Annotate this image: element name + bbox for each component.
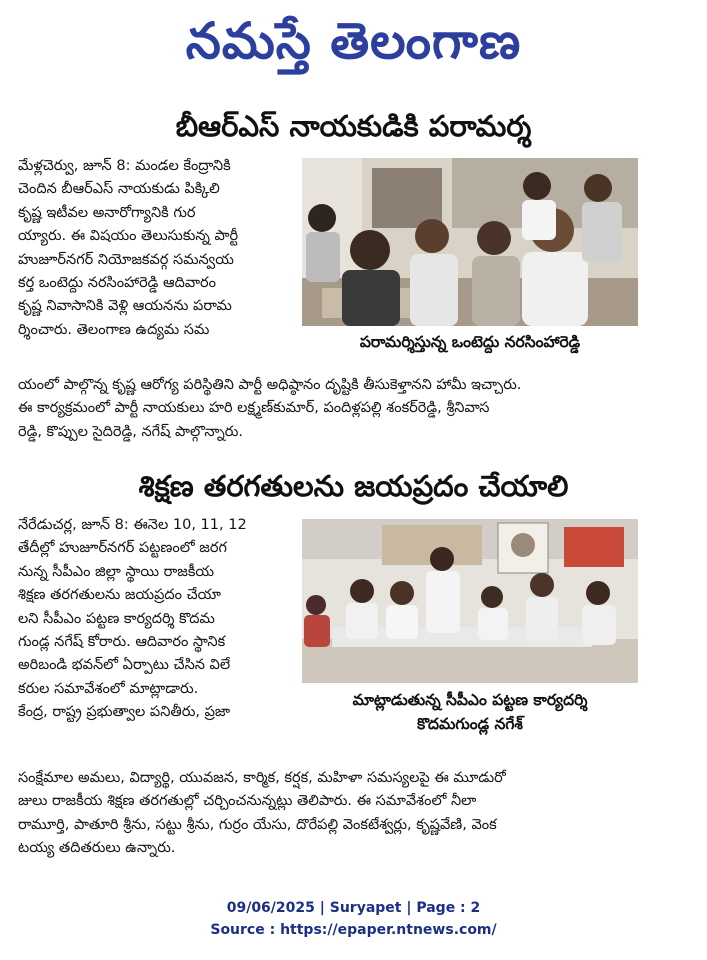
- article1-headline: బీఆర్ఎస్ నాయకుడికి పరామర్శ: [175, 109, 532, 143]
- text-line: కరుల సమావేశంలో మాట్లాడారు.: [18, 680, 199, 697]
- text-line: రెడ్డి, కొప్పుల సైదిరెడ్డి, నగేష్ పాల్గొన్నారు.: [18, 423, 243, 440]
- text-line: ర్శించారు. తెలంగాణ ఉద్యమ సమ: [18, 321, 210, 338]
- article1-full-text: [18, 374, 688, 444]
- text-line: ఈ కార్యక్రమంలో పార్టీ నాయకులు హరి లక్ష్మణ్‌కుమార్, పందిళ్లపల్లి శంకర్‌రెడ్డి, శ్రీనివాస: [18, 400, 490, 417]
- text-line: నున్న సీపీఎం జిల్లా స్థాయి రాజకీయ: [18, 563, 215, 580]
- text-line: టయ్య తదితరులు ఉన్నారు.: [18, 840, 176, 857]
- text-line: లని సీపీఎం పట్టణ కార్యదర్శి కొదమ: [18, 610, 215, 627]
- text-line: తేదీల్లో హుజూర్‌నగర్ పట్టణంలో జరగ: [18, 540, 227, 557]
- text-line: య్యారు. ఈ విషయం తెలుసుకున్న పార్టీ: [18, 228, 239, 245]
- text-line: యంలో పాల్గొన్న కృష్ణ ఆరోగ్య పరిస్థితిని పార్టీ అధిష్ఠానం దృష్టికి తీసుకెళ్తానని హామీ ఇచ్చారు.: [18, 377, 522, 393]
- article1-photo-image: [302, 158, 638, 326]
- masthead-title: నమస్తే తెలంగాణ: [185, 11, 522, 70]
- article1-caption: పరామర్శిస్తున్న ఒంటెద్దు నరసింహారెడ్డి: [359, 333, 581, 351]
- caption-line: మాట్లాడుతున్న సీపీఎం పట్టణ కార్యదర్శి: [352, 691, 588, 709]
- footer-date-line: 09/06/2025 | Suryapet | Page : 2: [226, 900, 481, 916]
- caption-line: కొదమగుండ్ల నగేశ్: [417, 715, 523, 733]
- text-line: సంక్షేమాల అమలు, విద్యార్థి, యువజన, కార్మిక, కర్షక, మహిళా సమస్యలపై ఈ మూడురో: [18, 770, 506, 786]
- article1-photo: [302, 158, 638, 326]
- article2-photo: [302, 519, 638, 683]
- article2-column-text: [18, 514, 308, 725]
- text-line: కృష్ణ నివాసానికి వెళ్లి ఆయనను పరామ: [18, 298, 232, 315]
- text-line: కేంద్ర, రాష్ట్ర ప్రభుత్వాల పనితీరు, ప్రజా: [18, 704, 231, 721]
- text-line: శిక్షణ తరగతులను జయప్రదం చేయా: [18, 587, 221, 604]
- article2-headline: శిక్షణ తరగతులను జయప్రదం చేయాలి: [138, 469, 569, 503]
- text-line: నేరేడుచర్ల, జూన్ 8: ఈనెల 10, 11, 12: [18, 517, 247, 533]
- text-line: హుజూర్‌నగర్ నియోజకవర్గ సమన్వయ: [18, 251, 234, 268]
- text-line: రామూర్తి, పాతూరి శ్రీను, సట్టు శ్రీను, గుర్రం యేసు, దొరేపల్లి వెంకటేశ్వర్లు, కృష్ణవేణి, వెంక: [18, 816, 497, 833]
- text-line: మేళ్లచెర్వు, జూన్ 8: మండల కేంద్రానికి: [18, 158, 231, 174]
- text-line: కృష్ణ ఇటీవల అనారోగ్యానికి గుర: [18, 204, 196, 221]
- article2-photo-image: [302, 519, 638, 683]
- footer-source-line: Source : https://epaper.ntnews.com/: [210, 922, 497, 938]
- article1-column-text: [18, 155, 308, 342]
- text-line: గుండ్ల నగేష్ కోరారు. ఆదివారం స్థానిక: [18, 634, 226, 651]
- article2-full-text: [18, 767, 688, 861]
- text-line: జులు రాజకీయ శిక్షణ తరగతుల్లో చర్చించనున్నట్లు తెలిపారు. ఈ సమావేశంలో నీలా: [18, 793, 477, 810]
- text-line: అరిబండి భవన్‌లో ఏర్పాటు చేసిన విలే: [18, 657, 231, 674]
- text-line: కర్త ఒంటెద్దు నరసింహారెడ్డి ఆదివారం: [18, 275, 216, 292]
- text-line: చెందిన బీఆర్ఎస్ నాయకుడు పిక్కిలి: [18, 181, 220, 198]
- article2-caption: [302, 688, 638, 736]
